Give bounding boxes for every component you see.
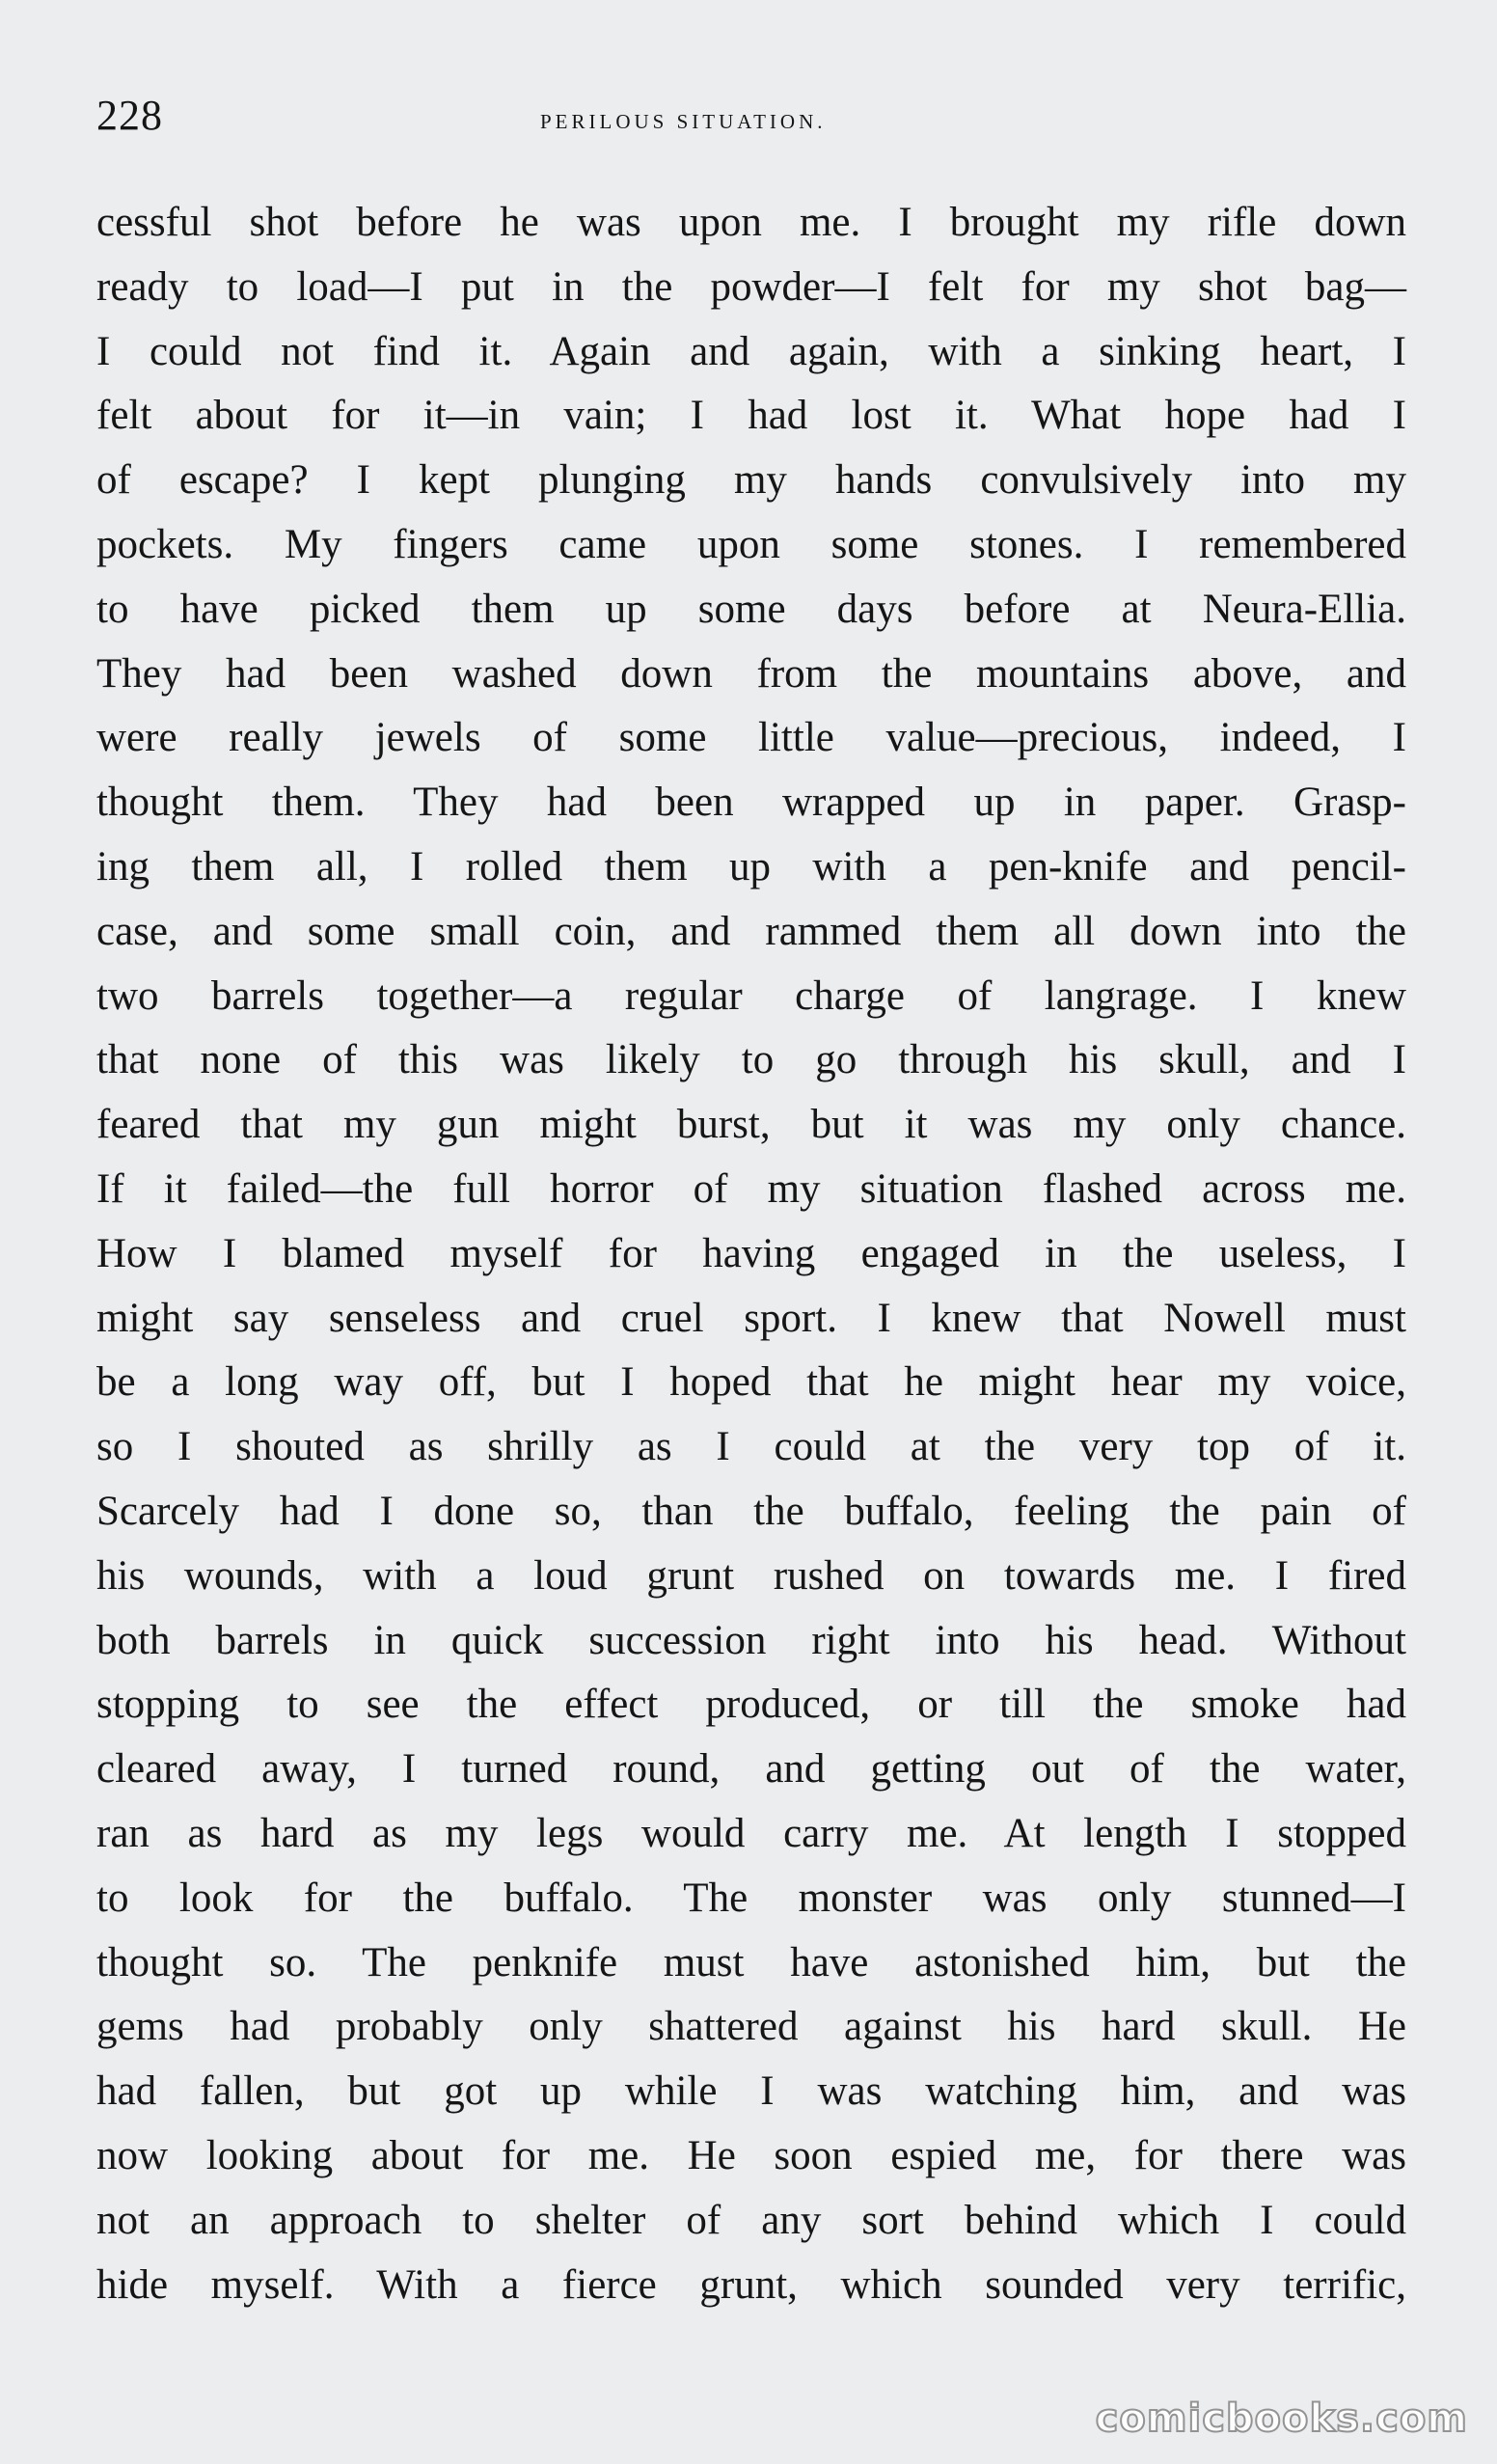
text-line: feared that my gun might burst, but it was my only chance.	[96, 1102, 1406, 1148]
text-line: cessful shot before he was upon me. I brought my rifle down	[96, 200, 1406, 245]
text-line: pockets. My fingers came upon some stones. I remembered	[96, 521, 1406, 567]
text-line: two barrels together—a regular charge of langrage. I knew	[96, 972, 1406, 1019]
running-head: perilous situation.	[540, 103, 827, 135]
text-line: felt about for it—in vain; I had lost it. What hope had I	[96, 393, 1406, 439]
text-line: I could not find it. Again and again, with a sinking heart, I	[96, 328, 1406, 374]
text-line: to have picked them up some days before at Neura-Ellia.	[96, 586, 1406, 632]
text-line: were really jewels of some little value—precious, indeed, I	[96, 715, 1406, 761]
text-line: If it failed—the full horror of my situation flashed across me.	[96, 1165, 1406, 1212]
text-line: both barrels in quick succession right into his head. Without	[96, 1617, 1406, 1663]
body-text	[96, 191, 1406, 2317]
watermark: comicbooks.com	[1095, 2396, 1468, 2441]
text-line: hide myself. With a fierce grunt, which sounded very terrific,	[96, 2261, 1406, 2308]
text-line: so I shouted as shrilly as I could at the very top of it.	[96, 1424, 1406, 1470]
text-line: How I blamed myself for having engaged in the useless, I	[96, 1230, 1406, 1276]
text-line: gems had probably only shattered against his hard skull. He	[96, 2004, 1406, 2050]
text-line: his wounds, with a loud grunt rushed on towards me. I fired	[96, 1552, 1406, 1599]
text-line: ran as hard as my legs would carry me. At length I stopped	[96, 1810, 1406, 1856]
text-line: now looking about for me. He soon espied me, for there was	[96, 2132, 1406, 2178]
text-line: ing them all, I rolled them up with a pen-knife and pencil-	[96, 843, 1406, 890]
page-header	[96, 87, 1408, 145]
text-line: thought them. They had been wrapped up in paper. Grasp-	[96, 780, 1406, 826]
text-line: case, and some small coin, and rammed them all down into the	[96, 908, 1406, 954]
page-number: 228	[96, 92, 163, 139]
text-line: stopping to see the effect produced, or till the smoke had	[96, 1682, 1406, 1728]
text-line: not an approach to shelter of any sort behind which I could	[96, 2197, 1406, 2243]
text-line: that none of this was likely to go through his skull, and I	[96, 1037, 1406, 1083]
text-line: to look for the buffalo. The monster was only stunned—I	[96, 1875, 1406, 1921]
text-line: They had been washed down from the mountains above, and	[96, 650, 1406, 697]
text-line: be a long way off, but I hoped that he might hear my voice,	[96, 1359, 1406, 1406]
text-line: ready to load—I put in the powder—I felt for my shot bag—	[96, 263, 1406, 310]
text-line: of escape? I kept plunging my hands convulsively into my	[96, 457, 1406, 504]
text-line: thought so. The penknife must have astonished him, but the	[96, 1939, 1406, 1985]
text-line: might say senseless and cruel sport. I knew that Nowell must	[96, 1295, 1406, 1341]
text-line: cleared away, I turned round, and getting out of the water,	[96, 1746, 1406, 1793]
text-line: Scarcely had I done so, than the buffalo, feeling the pain of	[96, 1488, 1406, 1534]
text-line: had fallen, but got up while I was watching him, and was	[96, 2068, 1406, 2115]
